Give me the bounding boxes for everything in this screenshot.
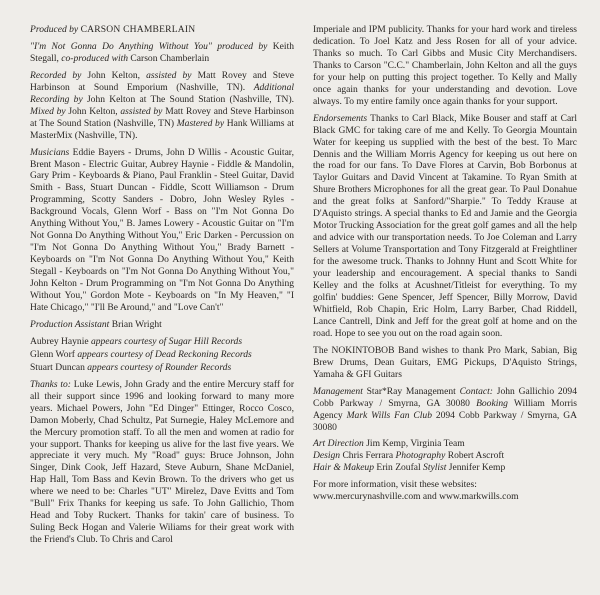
courtesy-line-1: Aubrey Haynie appears courtesy of Sugar Hill Records bbox=[30, 335, 243, 347]
websites: For more information, visit these websites: www.mercurynashville.com and www.markwills.com bbox=[313, 479, 519, 503]
thanks-paragraph: Thanks to: Luke Lewis, John Grady and the entire Mercury staff for all their support since 1996 and looking forward to many more years. Michael Powers, John "Ed Dinger" Ettinger, Rocco Cosco, Damon Moberly, Chad Schultz, Pat Surnegie, Haley McLemore and the Mercury promotion staff. To all the men and women at radio for your support. Thanks for keeping us alive for the last five years. We appreciate it very much. My "Road" guys: Bruce Johnson, John Singer, Dink Cook, Jeff Hazard, Steve Auburn, Shane McDaniel, Hap Hall, Tom Bass and Kevin Brown. To the drivers who get us where we need to be: Charles "UT" Mirelez, Dave Evitts and Tom "Bull" Frix Thanks for keeping us safe. To John Gallichio, Thom Head and Toby Ruckert. Thanks for takin' care of business. To Suling Beck Hogan and Valerie Wiliams for their great work with the Friend's Club. To Chris and Carol bbox=[30, 378, 295, 546]
right-column bbox=[313, 24, 577, 508]
endorsements-paragraph: Endorsements Thanks to Carl Black, Mike Bouser and staff at Carl Black GMC for taking care of me and Kelly. To Georgia Mountain Water for keeping us supplied with the best of the best. To Marc Dennis and the William Morris Agency for keeping us out here on the road for our fans. To Dave Flores at Carvin, Bob Borbonus at Taylor Guitars and David Vincent at Takamine. To Ryan Smith at Shure Brothers Microphones for all the great gear. To Paul Donahue and the great folks at Sanford/"Sharpie." To Teddy Krause at D'Aquisto strings. A special thanks to Ed and Jamie and the Georgia Motor Trucking Association for the great golf games and all the help and advice with our transportation needs. To Joe Coleman and Larry Sellers at Volume Transportation and Tony Fitzgerald at Freightliner for the awesome truck. Thanks to Johnny Hunt and Scott White for your leadership and encouragement. A special thanks to Sandi Kelley and the folks at Acushnet/Titleist for everything. To my golfin' buddies: Gene Spencer, Jeff Spencer, Billy Morrow, David Whitfield, Rob Chapin, Eric Holm, Larry Barber, Chad Riddell, Lance Cantrell, Dink and Jeff for the great golf at home and on the road. Hope to see you out on the road again soon. bbox=[313, 112, 578, 339]
website-links[interactable]: www.mercurynashville.com and www.markwills.com bbox=[313, 491, 519, 503]
production-assistant: Production Assistant Brian Wright bbox=[30, 318, 162, 330]
management-info: Management Star*Ray Management Contact: John Gallichio 2094 Cobb Parkway / Smyrna, GA 30080 Booking William Morris Agency Mark Wills Fan Club 2094 Cobb Parkway / Smyrna, GA 30080 bbox=[313, 385, 577, 433]
art-credits: Art Direction Jim Kemp, Virginia Team Design Chris Ferrara Photography Robert Ascroft Hair & Makeup Erin Zoufal Stylist Jennifer Kemp bbox=[313, 438, 506, 474]
band-thanks: The NOKINTOBOB Band wishes to thank Pro Mark, Sabian, Big Brew Drums, Dean Guitars, EMG Pickups, D'Aquisto Strings, Yamaha & GFI Guitars bbox=[313, 344, 577, 380]
left-column bbox=[30, 24, 294, 551]
recording-credits: Recorded by John Kelton, assisted by Matt Rovey and Steve Harbinson at Sound Emporium (Nashville, TN). Additional Recording by John Kelton at The Sound Station (Nashville, TN). Mixed by John Kelton, assisted by Matt Rovey and Steve Harbinson at The Sound Station (Nashville, TN) Mastered by Hank Williams at MasterMix (Nashville, TN). bbox=[30, 69, 295, 141]
courtesy-line-3: Stuart Duncan appears courtesy of Rounder Records bbox=[30, 361, 232, 373]
thanks-continued: Imperiale and IPM publicity. Thanks for your hard work and tireless dedication. To Joel Katz and Jess Rosen for all of your advice. Thanks so much. To Carl Gibbs and Music City Merchandisers. Thanks to Carson "C.C." Chamberlain, John Kelton and all the guys for your help on putting this project together. To Kelly and Mally once again thanks for your understanding and devotion. Love always. To my entire family once again thanks for your support. bbox=[313, 24, 577, 107]
musicians-credits: Musicians Eddie Bayers - Drums, John D Willis - Acoustic Guitar, Brent Mason - Electric Guitar, Aubrey Haynie - Fiddle & Mandolin, Gary Prim - Keyboards & Piano, Paul Franklin - Steel Guitar, David Smith - Bass, Stuart Duncan - Fiddle, Scott Williamson - Drum Programming, Scotty Sanders - Dobro, John Wesley Ryles - Background Vocals, Glenn Worf - Bass on "I'm Not Gonna Do Anything Without You," B. James Lowery - Acoustic Guitar on "I'm Not Gonna Do Anything Without You," Eric Darken - Percussion on "I'm Not Gonna Do Anything Without You," Brady Barnett - Keyboards on "I'm Not Gonna Do Anything Without You," Keith Stegall - Keyboards on "I'm Not Gonna Do Anything Without You," John Kelton - Drum Programming on "I'm Not Gonna Do Anything Without You," Gordon Mote - Keyboards on "In My Heaven," "I Hate Chicago," "I'll Be Around," and "Love Can't" bbox=[30, 146, 294, 313]
producer-credit: Produced by CARSON CHAMBERLAIN bbox=[30, 24, 196, 35]
courtesy-line-2: Glenn Worf appears courtesy of Dead Reckoning Records bbox=[30, 348, 252, 360]
song-producer-credit: "I'm Not Gonna Do Anything Without You" produced by Keith Stegall, co-produced with Carson Chamberlain bbox=[30, 40, 294, 64]
